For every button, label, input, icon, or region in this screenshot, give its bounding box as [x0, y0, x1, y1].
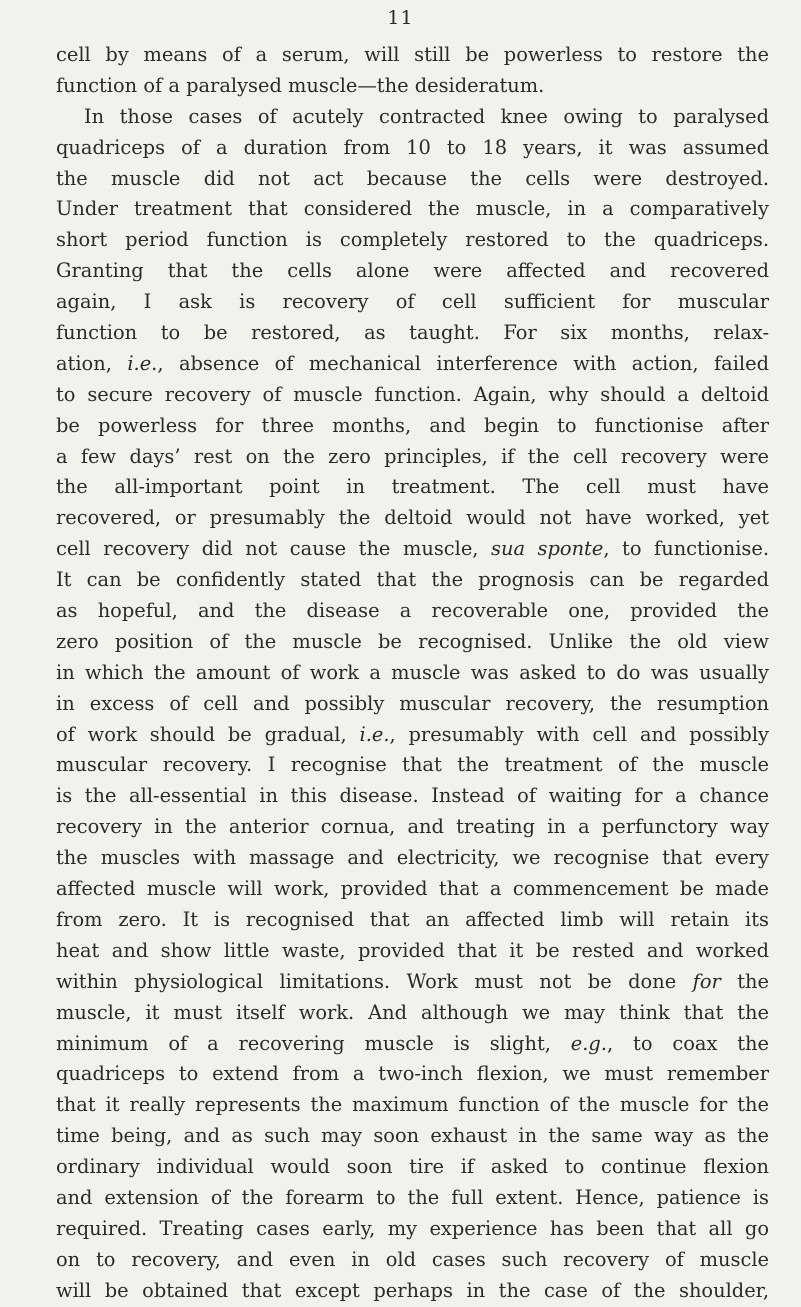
text-line	[56, 1214, 769, 1245]
text-run: the muscle did not act because the cells were destroyed.	[56, 166, 769, 190]
text-line	[56, 472, 769, 503]
text-line	[56, 1059, 769, 1090]
text-run: that it really represents the maximum function of the muscle for the	[56, 1093, 769, 1117]
text-run: on to recovery, and even in old cases such recovery of muscle	[56, 1247, 769, 1271]
italic-phrase: i.e.	[127, 351, 158, 375]
italic-phrase: e.g.	[570, 1031, 607, 1055]
text-line	[56, 318, 769, 349]
text-run: required. Treating cases early, my experience has been that all go	[56, 1216, 769, 1240]
text-run: cell recovery did not cause the muscle,	[56, 537, 491, 561]
text-run: the all-important point in treatment. The cell must have	[56, 475, 769, 499]
text-run: quadriceps to extend from a two-inch flexion, we must remember	[56, 1062, 769, 1086]
text-run: recovery in the anterior cornua, and treating in a perfunctory way	[56, 815, 769, 839]
italic-phrase: sua sponte	[491, 537, 604, 561]
text-run: time being, and as such may soon exhaust in the same way as the	[56, 1124, 769, 1148]
text-line	[56, 720, 769, 751]
text-run: heat and show little waste, provided that it be rested and worked	[56, 938, 769, 962]
text-run: Under treatment that considered the muscle, in a comparatively	[56, 197, 769, 221]
text-line	[56, 349, 769, 380]
body-text	[56, 40, 769, 1307]
text-run: of work should be gradual,	[56, 722, 360, 746]
text-run: again, I ask is recovery of cell sufficient for muscular	[56, 290, 769, 314]
text-line	[56, 1152, 769, 1183]
text-line	[56, 1090, 769, 1121]
text-run: will be obtained that except perhaps in the case of the shoulder,	[56, 1278, 769, 1302]
text-line	[56, 71, 769, 102]
text-run: muscle, it must itself work. And although we may think that the	[56, 1000, 769, 1024]
text-run: to secure recovery of muscle function. Again, why should a deltoid	[56, 382, 769, 406]
text-line	[56, 194, 769, 225]
text-line	[56, 40, 769, 71]
text-run: cell by means of a serum, will still be powerless to restore the	[56, 43, 769, 66]
text-line	[56, 503, 769, 534]
text-line	[56, 812, 769, 843]
text-line	[56, 1276, 769, 1307]
text-line	[56, 781, 769, 812]
text-run: , absence of mechanical interference with action, failed	[157, 351, 770, 375]
text-line	[56, 658, 769, 689]
text-run: in excess of cell and possibly muscular recovery, the resumption	[56, 691, 769, 715]
text-line	[56, 565, 769, 596]
text-line	[56, 750, 769, 781]
text-run: ordinary individual would soon tire if asked to continue flexion	[56, 1155, 769, 1179]
text-run: , to functionise.	[603, 537, 769, 561]
text-line	[56, 133, 769, 164]
text-run: from zero. It is recognised that an affected limb will retain its	[56, 907, 769, 931]
text-line	[56, 627, 769, 658]
text-line	[56, 225, 769, 256]
text-run: quadriceps of a duration from 10 to 18 years, it was assumed	[56, 135, 769, 159]
text-line	[56, 256, 769, 287]
text-run: function of a paralysed muscle—the desideratum.	[56, 73, 545, 97]
text-run: It can be confidently stated that the prognosis can be regarded	[56, 568, 769, 592]
text-line	[56, 596, 769, 627]
text-line	[56, 1121, 769, 1152]
text-run: ation,	[56, 351, 128, 375]
text-run: recovered, or presumably the deltoid would not have worked, yet	[56, 506, 769, 530]
text-run: the muscles with massage and electricity, we recognise that every	[56, 846, 769, 870]
text-run: within physiological limitations. Work must not be done	[56, 969, 693, 993]
text-line	[56, 1245, 769, 1276]
text-line	[56, 905, 769, 936]
text-run: Granting that the cells alone were affected and recovered	[56, 259, 769, 283]
text-run: muscular recovery. I recognise that the treatment of the muscle	[56, 753, 769, 777]
text-line	[56, 874, 769, 905]
text-run: and extension of the forearm to the full extent. Hence, patience is	[56, 1185, 769, 1209]
text-line	[56, 967, 769, 998]
text-line	[56, 287, 769, 318]
text-line	[56, 1029, 769, 1060]
text-run: as hopeful, and the disease a recoverable one, provided the	[56, 599, 769, 623]
text-run: minimum of a recovering muscle is slight,	[56, 1031, 571, 1055]
text-line	[56, 411, 769, 442]
text-run: function to be restored, as taught. For six months, relax-	[56, 321, 769, 345]
text-line	[56, 442, 769, 473]
text-run: be powerless for three months, and begin to functionise after	[56, 413, 769, 437]
text-run: zero position of the muscle be recognised. Unlike the old view	[56, 629, 769, 653]
text-run: is the all-essential in this disease. Instead of waiting for a chance	[56, 784, 769, 808]
page-number: 11	[387, 7, 414, 29]
text-line	[56, 102, 769, 133]
italic-phrase: i.e.	[359, 722, 390, 746]
text-run: , presumably with cell and possibly	[389, 722, 770, 746]
text-run: affected muscle will work, provided that a commencement be made	[56, 877, 769, 901]
text-line	[56, 998, 769, 1029]
italic-phrase: for	[692, 969, 721, 993]
text-run: the	[720, 969, 769, 993]
text-run: a few days’ rest on the zero principles, if the cell recovery were	[56, 444, 769, 468]
text-line	[56, 164, 769, 195]
text-run: In those cases of acutely contracted knee owing to paralysed	[84, 104, 769, 128]
text-run: in which the amount of work a muscle was asked to do was usually	[56, 660, 769, 684]
text-line	[56, 534, 769, 565]
text-line	[56, 936, 769, 967]
text-run: , to coax the	[607, 1031, 769, 1055]
text-line	[56, 380, 769, 411]
text-line	[56, 689, 769, 720]
text-run: short period function is completely restored to the quadriceps.	[56, 228, 769, 252]
text-line	[56, 843, 769, 874]
text-line	[56, 1183, 769, 1214]
